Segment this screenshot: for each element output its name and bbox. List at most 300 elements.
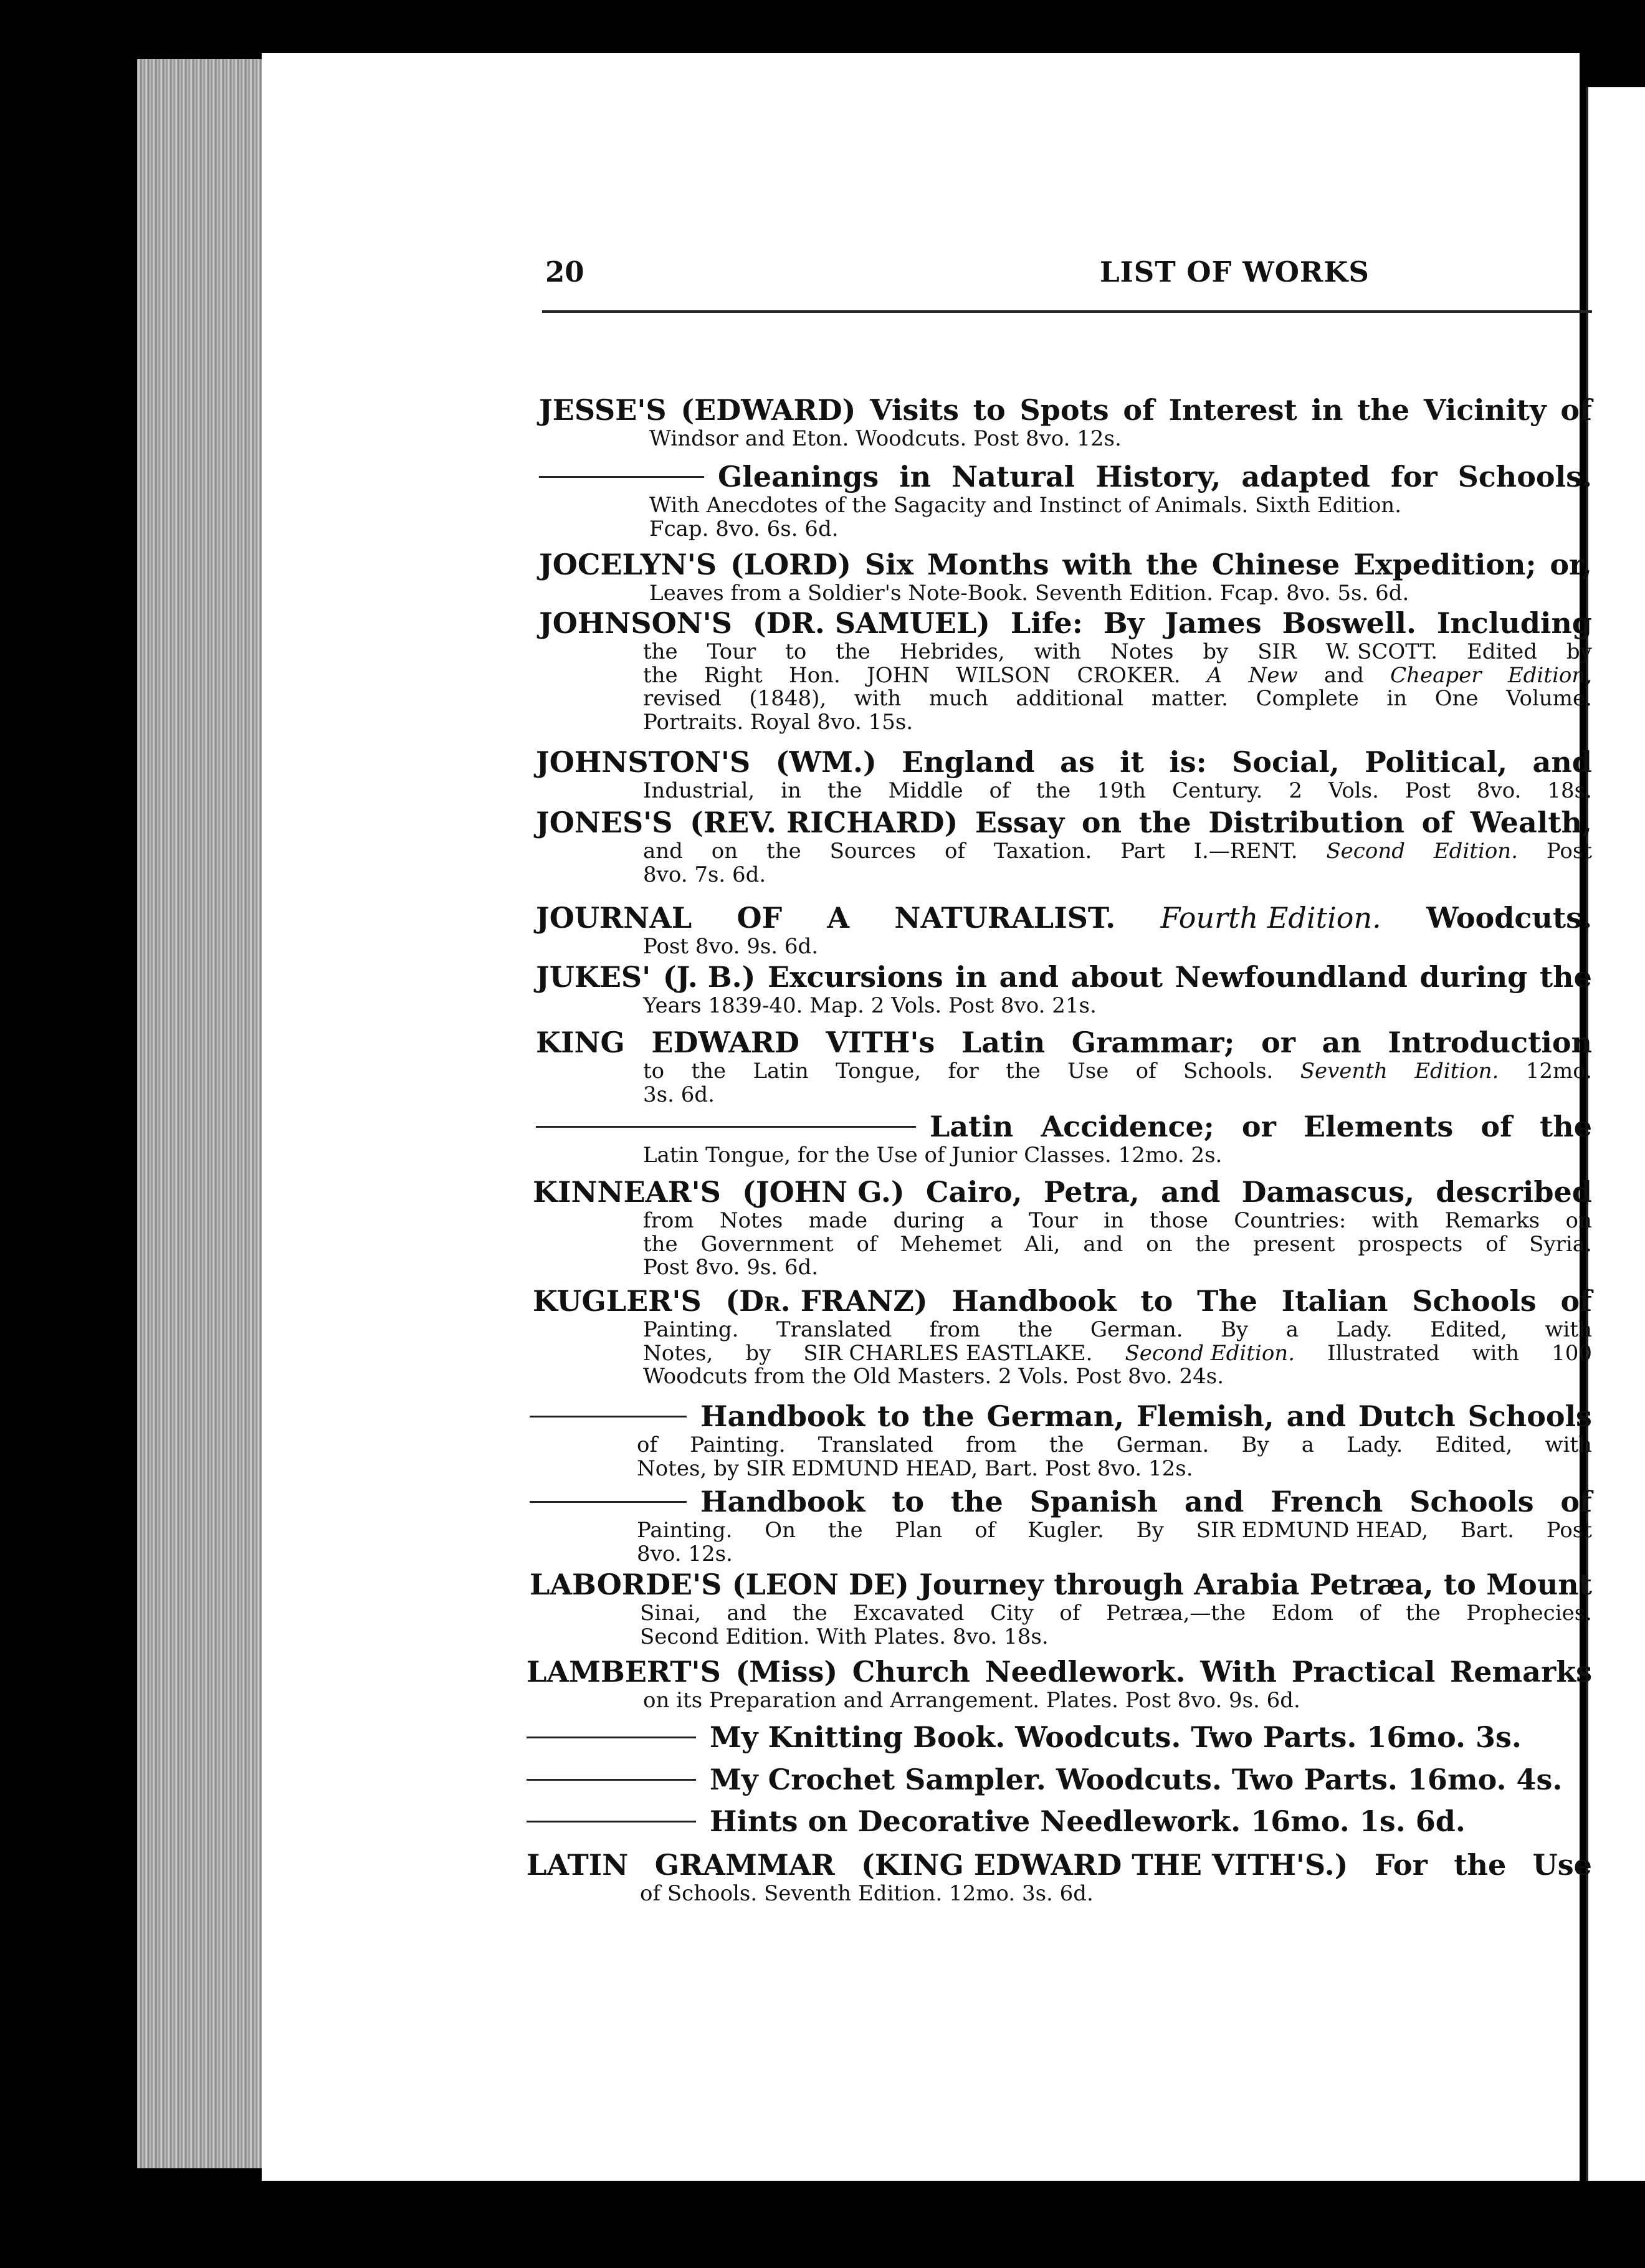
entry-detail-line <box>649 518 1592 541</box>
heading-word: LAMBERT'S <box>527 1655 721 1689</box>
detail-word: on its Preparation and Arrangement. Plates. Post 8vo. 9s. 6d. <box>643 1688 1300 1713</box>
detail-word: I.—RENT. <box>1193 839 1298 864</box>
detail-word: the <box>827 778 862 803</box>
entry-detail-line <box>643 1256 1592 1280</box>
entry-detail-line <box>643 864 1592 887</box>
heading-word: and <box>1184 1485 1244 1518</box>
entry-heading <box>530 1567 1592 1602</box>
detail-word: by <box>745 1340 771 1366</box>
detail-word: the <box>836 639 870 664</box>
heading-word: Grammar; <box>1071 1026 1235 1059</box>
detail-word: Years 1839-40. Map. 2 Vols. Post 8vo. 21s. <box>643 993 1097 1018</box>
heading-word: Italian <box>1281 1284 1388 1318</box>
detail-word: Edom <box>1271 1601 1333 1626</box>
heading-word: (Miss) <box>735 1655 838 1689</box>
detail-word: with <box>1034 639 1082 664</box>
detail-word: the <box>643 662 678 688</box>
heading-word: to <box>1443 1568 1476 1601</box>
entry-detail-line <box>643 1365 1592 1389</box>
heading-word: Months <box>927 548 1049 581</box>
detail-word: in <box>1386 686 1408 711</box>
heading-word: KINNEAR'S <box>533 1175 721 1209</box>
detail-word: 8vo. 12s. <box>637 1541 733 1566</box>
detail-word: Plan <box>895 1518 943 1543</box>
detail-word: 12mo. <box>1525 1059 1592 1084</box>
detail-word: Middle <box>888 778 963 803</box>
detail-word: Notes, by SIR EDMUND HEAD, Bart. Post 8vo. 12s. <box>637 1456 1193 1481</box>
detail-word: and <box>1323 662 1364 688</box>
detail-word: the <box>643 639 678 664</box>
entry-detail-line <box>643 1689 1592 1713</box>
heading-word: the <box>922 1399 975 1433</box>
detail-word: Windsor and Eton. Woodcuts. Post 8vo. 12s. <box>649 426 1122 451</box>
heading-word: Mount <box>1486 1568 1592 1601</box>
ditto-rule <box>530 1416 687 1418</box>
heading-word: and <box>1286 1399 1346 1433</box>
catalogue-entry <box>536 805 1592 887</box>
heading-word: described <box>1436 1175 1592 1209</box>
heading-word: LABORDE'S <box>530 1568 722 1601</box>
heading-word: on <box>1081 806 1122 839</box>
heading-word: Schools <box>1467 1399 1592 1433</box>
detail-word: for <box>948 1059 979 1084</box>
catalogue-entry <box>536 1109 1592 1168</box>
heading-word: Hints on Decorative Needlework. 16mo. 1s. 6d. <box>710 1804 1466 1838</box>
heading-word: German, <box>986 1399 1125 1433</box>
heading-word: Handbook <box>700 1485 865 1518</box>
entry-detail-line <box>643 1144 1592 1168</box>
heading-word: to <box>973 393 1006 427</box>
detail-word: Countries: <box>1234 1208 1347 1233</box>
detail-word: the <box>827 1518 863 1543</box>
heading-word: England <box>902 745 1035 779</box>
heading-word: during <box>1419 960 1528 994</box>
heading-word: Schools <box>1409 1485 1534 1518</box>
detail-word: A <box>1206 662 1223 688</box>
detail-word: 8vo. 7s. 6d. <box>643 862 766 887</box>
heading-word: of <box>1123 393 1155 427</box>
detail-word: By <box>1221 1317 1249 1342</box>
heading-word: For <box>1374 1848 1428 1882</box>
heading-word: VITH's <box>826 1026 935 1059</box>
detail-word: 8vo. <box>1476 778 1522 803</box>
entry-detail-line <box>640 1626 1592 1649</box>
heading-word: Use <box>1532 1848 1592 1882</box>
detail-word: Latin Tongue, for the Use of Junior Classes. 12mo. 2s. <box>643 1143 1223 1168</box>
detail-word: Cheaper <box>1390 662 1482 688</box>
heading-word: Spanish <box>1029 1485 1158 1518</box>
detail-word: Second Edition. <box>1125 1340 1295 1366</box>
detail-word: Complete <box>1256 686 1359 711</box>
detail-word: of <box>1359 1601 1380 1626</box>
detail-word: 18s. <box>1547 778 1592 803</box>
detail-word: Government <box>700 1231 834 1257</box>
heading-word: of <box>1480 1110 1512 1143</box>
entry-detail-line <box>649 582 1592 606</box>
detail-word: On <box>765 1518 796 1543</box>
entry-detail-line <box>637 1543 1592 1566</box>
detail-word: present <box>1253 1231 1335 1257</box>
detail-word: Post <box>1404 778 1451 803</box>
detail-word: of Schools. Seventh Edition. 12mo. 3s. 6d. <box>640 1881 1094 1906</box>
detail-word: Translated <box>818 1432 933 1457</box>
detail-word: of <box>856 1231 877 1257</box>
heading-word: Excursions <box>768 960 943 994</box>
heading-word: in <box>899 460 932 493</box>
heading-text <box>930 1109 1592 1144</box>
catalogue-entry <box>527 1720 1536 1755</box>
heading-word: Journey <box>919 1568 1044 1601</box>
entry-detail-line <box>643 641 1592 664</box>
detail-word: Painting. <box>643 1317 739 1342</box>
heading-word: the <box>1357 393 1410 427</box>
entry-detail-line <box>643 994 1592 1018</box>
heading-word: Woodcuts. <box>1426 901 1592 935</box>
heading-word: (KING EDWARD THE VITH'S.) <box>861 1848 1348 1882</box>
detail-word: Leaves from a Soldier's Note-Book. Seventh Edition. Fcap. 8vo. 5s. 6d. <box>649 581 1409 606</box>
detail-word: Post <box>1546 839 1592 864</box>
heading-word: The <box>1197 1284 1258 1318</box>
heading-word: My Knitting Book. Woodcuts. Two Parts. 16mo. 3s. <box>710 1720 1522 1754</box>
detail-word: WILSON <box>956 662 1051 688</box>
heading-word: KUGLER'S <box>533 1284 702 1318</box>
entry-detail-line <box>643 1233 1592 1257</box>
heading-word: NATURALIST. <box>894 901 1116 935</box>
ditto-rule <box>527 1737 696 1738</box>
entry-heading <box>527 1847 1592 1882</box>
detail-word: Hon. <box>789 662 841 688</box>
entry-detail-line <box>643 779 1592 803</box>
heading-word: Essay <box>975 806 1065 839</box>
detail-word: the <box>1195 1231 1231 1257</box>
entry-heading <box>539 459 1592 494</box>
detail-word: Excavated <box>853 1601 965 1626</box>
detail-word: CROKER. <box>1077 662 1181 688</box>
detail-word: of <box>975 1518 996 1543</box>
entry-heading <box>527 1654 1592 1689</box>
detail-word: additional <box>1016 686 1124 711</box>
heading-word: Petræa, <box>1309 1568 1434 1601</box>
heading-word: the <box>950 1485 1003 1518</box>
heading-word: of <box>1560 1485 1592 1518</box>
page-number: 20 <box>545 255 584 288</box>
heading-word: adapted <box>1241 460 1370 493</box>
detail-word: Second <box>1326 839 1405 864</box>
heading-word: and <box>999 960 1059 994</box>
detail-word: and <box>1083 1231 1123 1257</box>
detail-word: those <box>1150 1208 1208 1233</box>
entry-detail-line <box>643 1318 1592 1342</box>
heading-word: A <box>827 901 850 935</box>
detail-word: of <box>1485 1231 1507 1257</box>
detail-word: By <box>1241 1432 1269 1457</box>
heading-word: through <box>1054 1568 1184 1601</box>
detail-word: Edition. <box>1414 1059 1499 1084</box>
detail-word: Notes <box>719 1208 783 1233</box>
heading-word: Life: <box>1010 606 1083 640</box>
detail-word: of <box>637 1432 658 1457</box>
catalogue-entry <box>533 1284 1592 1389</box>
heading-word: OF <box>737 901 783 935</box>
heading-word: Accidence; <box>1041 1110 1214 1143</box>
heading-word: Handbook <box>951 1284 1117 1318</box>
heading-word: it <box>1120 745 1144 779</box>
detail-word: 100 <box>1552 1340 1592 1366</box>
ditto-rule <box>539 476 704 478</box>
heading-word: the <box>1540 1110 1592 1143</box>
detail-word: the <box>1036 778 1071 803</box>
catalogue-entry <box>527 1847 1592 1906</box>
heading-word: (EDWARD) <box>680 393 856 427</box>
detail-word: a <box>1285 1317 1299 1342</box>
heading-word: Wealth, <box>1470 806 1592 839</box>
entry-detail-line <box>643 711 1592 735</box>
detail-word: Mehemet <box>900 1231 1002 1257</box>
detail-word: German. <box>1116 1432 1209 1457</box>
heading-word: Practical <box>1291 1655 1436 1689</box>
entry-heading <box>527 1762 1563 1797</box>
detail-word: the <box>1006 1059 1041 1084</box>
catalogue-entries <box>262 53 1592 2181</box>
heading-word: (Dr. FRANZ) <box>725 1284 928 1318</box>
detail-word: Post <box>1546 1518 1592 1543</box>
catalogue-entry <box>527 1804 1499 1839</box>
detail-word: Taxation. <box>993 839 1092 864</box>
detail-word: the <box>1018 1317 1053 1342</box>
detail-word: the <box>766 839 801 864</box>
running-title: LIST OF WORKS <box>1100 255 1370 288</box>
heading-word: Schools <box>1412 1284 1537 1318</box>
heading-word: (WM.) <box>775 745 877 779</box>
detail-word: of <box>989 778 1010 803</box>
heading-text <box>710 1804 1499 1839</box>
heading-word: the <box>1539 960 1592 994</box>
detail-word: Illustrated <box>1327 1340 1440 1366</box>
detail-word: Part <box>1120 839 1165 864</box>
detail-word: made <box>808 1208 868 1233</box>
detail-word: City <box>990 1601 1034 1626</box>
entry-detail-line <box>649 427 1592 451</box>
detail-word: Industrial, <box>643 778 755 803</box>
detail-word: New <box>1248 662 1298 688</box>
heading-word: Natural <box>951 460 1075 493</box>
detail-word: of <box>1059 1601 1080 1626</box>
detail-word: the <box>691 1059 727 1084</box>
detail-word: (1848), <box>749 686 827 711</box>
entry-detail-line <box>640 1602 1592 1626</box>
detail-word: from <box>966 1432 1017 1457</box>
entry-heading <box>527 1804 1499 1839</box>
catalogue-entry <box>530 1399 1592 1480</box>
heading-word: Cairo, <box>925 1175 1023 1209</box>
detail-word: and <box>727 1601 767 1626</box>
detail-word: from <box>643 1208 694 1233</box>
heading-word: French <box>1271 1485 1383 1518</box>
detail-word: JOHN <box>867 662 930 688</box>
entry-detail-line <box>649 494 1592 518</box>
detail-word: 3s. 6d. <box>643 1082 715 1107</box>
ditto-rule <box>527 1821 696 1822</box>
catalogue-entry <box>536 900 1592 959</box>
heading-word: Social, <box>1232 745 1340 779</box>
detail-word: of <box>944 839 966 864</box>
heading-word: of <box>1421 806 1454 839</box>
detail-word: with <box>1545 1432 1592 1457</box>
detail-word: by <box>1203 639 1229 664</box>
entry-detail-line <box>643 1084 1592 1107</box>
heading-word: Remarks <box>1450 1655 1592 1689</box>
detail-word: 19th <box>1097 778 1147 803</box>
heading-word: Newfoundland <box>1175 960 1408 994</box>
heading-word: Visits <box>870 393 960 427</box>
ditto-rule <box>530 1501 687 1503</box>
heading-word: JOURNAL <box>536 901 692 935</box>
detail-word: on <box>1565 1208 1592 1233</box>
entry-heading <box>536 805 1592 840</box>
heading-word: (REV. RICHARD) <box>690 806 958 839</box>
detail-word: Tour <box>707 639 756 664</box>
catalogue-entry <box>539 547 1592 606</box>
entry-detail-line <box>643 1342 1592 1366</box>
heading-word: and <box>1532 745 1592 779</box>
detail-word: SIR <box>1257 639 1297 664</box>
heading-word: Distribution <box>1208 806 1404 839</box>
detail-word: SIR CHARLES EASTLAKE. <box>803 1340 1093 1366</box>
catalogue-entry <box>536 1025 1592 1107</box>
detail-word: Lady. <box>1347 1432 1403 1457</box>
detail-word: the <box>1049 1432 1084 1457</box>
entry-heading <box>536 1025 1592 1060</box>
entry-detail-line <box>643 935 1592 959</box>
heading-word: Dutch <box>1358 1399 1456 1433</box>
heading-word: Handbook <box>700 1399 865 1433</box>
heading-word: JUKES' <box>536 960 651 994</box>
heading-word: JOHNSON'S <box>539 606 732 640</box>
heading-word: to <box>1140 1284 1173 1318</box>
heading-word: (JOHN G.) <box>742 1175 905 1209</box>
catalogue-entry <box>527 1654 1592 1713</box>
detail-word: Notes, <box>643 1340 713 1366</box>
heading-word: KING <box>536 1026 625 1059</box>
adjacent-page-edge <box>1586 87 1645 2181</box>
entry-heading <box>536 745 1592 779</box>
heading-word: Flemish, <box>1136 1399 1274 1433</box>
detail-word: to <box>785 639 807 664</box>
detail-word: Portraits. Royal 8vo. 15s. <box>643 709 913 735</box>
entry-heading <box>539 547 1592 582</box>
entry-detail-line <box>637 1519 1592 1543</box>
detail-word: in <box>781 778 801 803</box>
heading-text <box>700 1484 1592 1519</box>
heading-word: Interest <box>1168 393 1297 427</box>
detail-word: by <box>1566 639 1592 664</box>
heading-word: By <box>1103 606 1145 640</box>
detail-word: Tour <box>1029 1208 1078 1233</box>
heading-word: My Crochet Sampler. Woodcuts. Two Parts. 16mo. 4s. <box>710 1763 1563 1796</box>
entry-detail-line <box>643 664 1592 688</box>
detail-word: Edited <box>1466 639 1537 664</box>
heading-word: Including <box>1436 606 1592 640</box>
heading-word: in <box>955 960 988 994</box>
heading-word: James <box>1165 606 1262 640</box>
detail-word: Lady. <box>1336 1317 1393 1342</box>
detail-word: Hebrides, <box>899 639 1005 664</box>
heading-word: the <box>1146 548 1198 581</box>
detail-word: of <box>1135 1059 1156 1084</box>
heading-word: of <box>1560 393 1592 427</box>
detail-word: with <box>854 686 902 711</box>
detail-word: Tongue, <box>836 1059 922 1084</box>
catalogue-entry <box>527 1762 1563 1797</box>
detail-word: Post 8vo. 9s. 6d. <box>643 934 819 959</box>
entry-heading <box>536 900 1592 935</box>
detail-word: the <box>643 1231 678 1257</box>
heading-word: (DR. SAMUEL) <box>752 606 990 640</box>
heading-word: EDWARD <box>651 1026 799 1059</box>
detail-word: Painting. <box>637 1518 733 1543</box>
heading-word: LATIN <box>527 1848 629 1882</box>
heading-word: to <box>877 1399 910 1433</box>
detail-word: Syria. <box>1529 1231 1592 1257</box>
detail-word: from <box>929 1317 981 1342</box>
heading-word: Arabia <box>1194 1568 1300 1601</box>
catalogue-entry <box>530 1484 1592 1566</box>
detail-word: to <box>643 1059 665 1084</box>
entry-heading <box>527 1720 1536 1755</box>
catalogue-entry <box>539 393 1592 451</box>
heading-word: the <box>1454 1848 1507 1882</box>
detail-word: Woodcuts from the Old Masters. 2 Vols. Post 8vo. 24s. <box>643 1364 1224 1389</box>
ditto-rule <box>536 1126 916 1128</box>
detail-word: matter. <box>1151 686 1228 711</box>
heading-word: Latin <box>930 1110 1014 1143</box>
detail-word: With Anecdotes of the Sagacity and Instinct of Animals. Sixth Edition. <box>649 493 1401 518</box>
detail-word: a <box>990 1208 1003 1233</box>
entry-heading <box>539 606 1592 641</box>
detail-word: Remarks <box>1444 1208 1540 1233</box>
heading-text <box>710 1720 1536 1755</box>
detail-word: on <box>1146 1231 1173 1257</box>
entry-detail-line <box>643 687 1592 711</box>
heading-word: an <box>1322 1026 1361 1059</box>
detail-word: Use <box>1067 1059 1109 1084</box>
detail-word: German. <box>1090 1317 1183 1342</box>
heading-word: or <box>1241 1110 1276 1143</box>
heading-word: Schools. <box>1457 460 1592 493</box>
detail-word: Petræa,—the <box>1106 1601 1246 1626</box>
detail-word: Seventh <box>1300 1059 1388 1084</box>
entry-detail-line <box>637 1457 1592 1481</box>
detail-word: Volume. <box>1506 686 1592 711</box>
heading-word: (J. B.) <box>662 960 756 994</box>
detail-word: Schools. <box>1183 1059 1274 1084</box>
heading-word: Chinese <box>1211 548 1340 581</box>
catalogue-entry <box>536 960 1592 1018</box>
catalogue-entry <box>539 459 1592 541</box>
entry-detail-line <box>643 1209 1592 1233</box>
heading-word: JONES'S <box>536 806 673 839</box>
heading-word: Political, <box>1365 745 1508 779</box>
detail-word: revised <box>643 686 722 711</box>
heading-word: History, <box>1095 460 1221 493</box>
detail-word: with <box>1545 1317 1592 1342</box>
heading-word: Damascus, <box>1241 1175 1415 1209</box>
detail-word: Century. <box>1172 778 1263 803</box>
detail-word: Edition, <box>1507 662 1592 688</box>
heading-text <box>700 1399 1592 1434</box>
heading-word: (LEON DE) <box>732 1568 909 1601</box>
detail-word: Edited, <box>1430 1317 1507 1342</box>
